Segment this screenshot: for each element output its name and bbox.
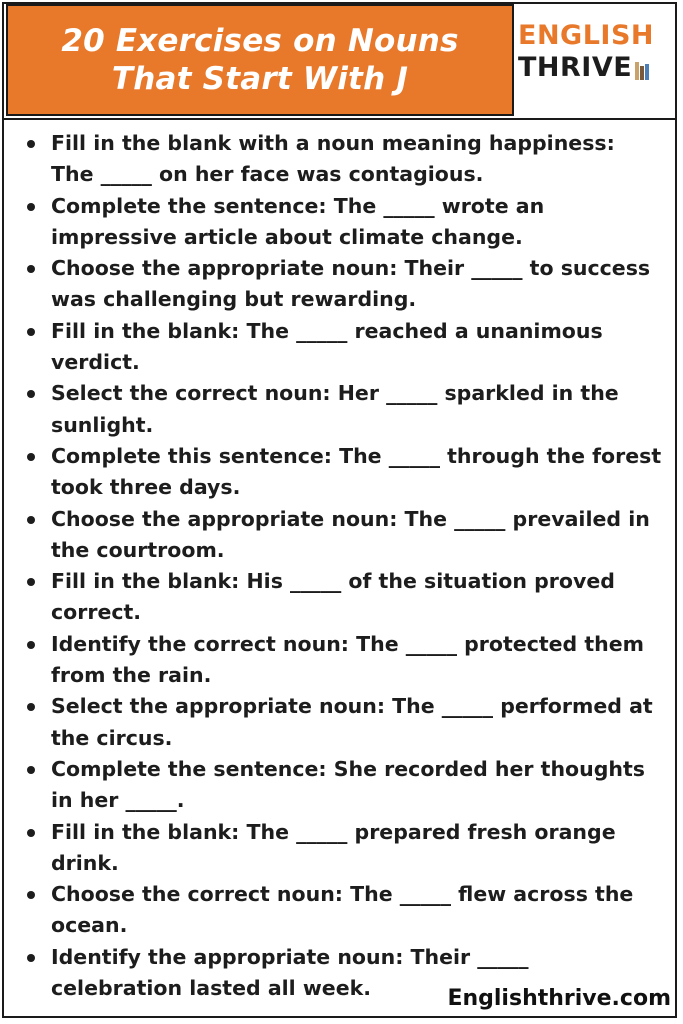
brand-logo [518, 20, 678, 84]
brand-logo-bottom-row [518, 52, 678, 84]
list-item [18, 754, 663, 817]
exercise-text: Fill in the blank: The _____ prepared fresh orange drink. [51, 819, 616, 875]
list-item [18, 316, 663, 379]
list-item [18, 566, 663, 629]
exercise-text: Fill in the blank with a noun meaning happiness: The _____ on her face was contagious. [51, 131, 615, 187]
title-banner [6, 4, 514, 116]
bullet-icon [27, 641, 35, 649]
bullet-icon [27, 954, 35, 962]
list-item [18, 817, 663, 880]
list-item [18, 879, 663, 942]
brand-logo-top: ENGLISH [518, 20, 654, 51]
footer-site: Englishthrive.com [447, 986, 671, 1011]
brand-logo-bottom: THRIVE [518, 52, 633, 83]
bullet-icon [27, 516, 35, 524]
exercise-text: Choose the appropriate noun: Their _____ to success was challenging but rewarding. [51, 256, 651, 312]
title-line-2: That Start With J [111, 61, 409, 97]
list-item [18, 128, 663, 191]
bullet-icon [27, 390, 35, 398]
list-item [18, 691, 663, 754]
list-item [18, 504, 663, 567]
bullet-icon [27, 265, 35, 273]
list-item [18, 378, 663, 441]
bullet-icon [27, 766, 35, 774]
exercise-text: Select the appropriate noun: The _____ performed at the circus. [51, 694, 653, 750]
bullet-icon [27, 578, 35, 586]
list-item [18, 629, 663, 692]
bullet-icon [27, 140, 35, 148]
bullet-icon [27, 891, 35, 899]
list-item [18, 191, 663, 254]
exercise-text: Identify the appropriate noun: Their _____ celebration lasted all week. [51, 944, 529, 1001]
exercise-text: Fill in the blank: His _____ of the situation proved correct. [51, 569, 615, 625]
bullet-icon [27, 703, 35, 711]
bullet-icon [27, 328, 35, 336]
list-item [18, 441, 663, 504]
exercise-text: Choose the correct noun: The _____ flew across the ocean. [51, 882, 634, 938]
header-divider [4, 118, 675, 120]
exercise-text: Complete the sentence: The _____ wrote an impressive article about climate change. [51, 193, 545, 249]
exercise-text: Choose the appropriate noun: The _____ prevailed in the courtroom. [51, 506, 650, 562]
exercise-text: Select the correct noun: Her _____ sparkled in the sunlight. [51, 381, 619, 437]
bullet-icon [27, 829, 35, 837]
list-item [18, 253, 663, 316]
exercise-list [18, 128, 663, 1004]
exercise-text: Identify the correct noun: The _____ protected them from the rain. [51, 631, 645, 688]
bullet-icon [27, 453, 35, 461]
exercise-text: Complete this sentence: The _____ through the forest took three days. [51, 443, 662, 500]
exercise-text: Complete the sentence: She recorded her thoughts in her _____. [51, 756, 645, 813]
exercise-text: Fill in the blank: The _____ reached a unanimous verdict. [51, 318, 603, 375]
title-line-1: 20 Exercises on Nouns [61, 23, 459, 59]
bullet-icon [27, 203, 35, 211]
books-icon [635, 62, 650, 80]
